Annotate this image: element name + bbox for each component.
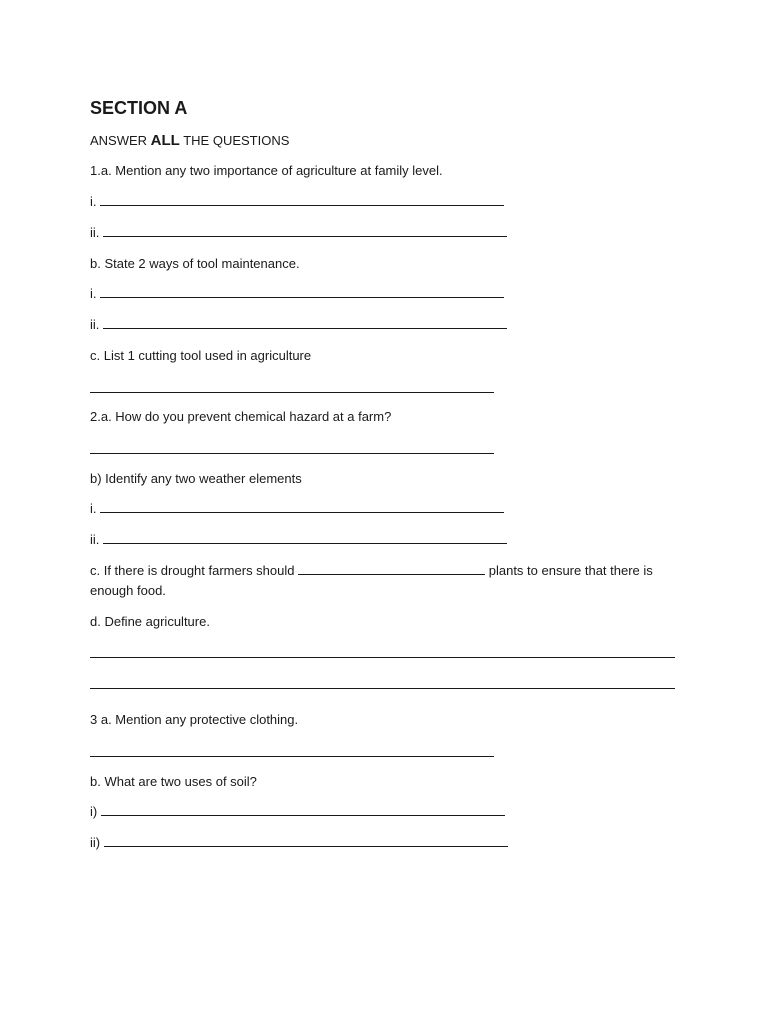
question-2d: d. Define agriculture.	[90, 614, 210, 629]
answer-line-2d-2[interactable]	[90, 687, 675, 689]
answer-line-3b-ii[interactable]: ii)	[90, 834, 508, 852]
worksheet-page	[90, 95, 690, 850]
answer-line-1b-ii[interactable]: ii.	[90, 316, 507, 334]
answer-line-3b-i[interactable]: i)	[90, 803, 505, 821]
question-1a: 1.a. Mention any two importance of agriculture at family level.	[90, 163, 443, 178]
answer-line-1a-i[interactable]: i.	[90, 193, 504, 211]
answer-line-1a-ii[interactable]: ii.	[90, 224, 507, 242]
answer-line-1b-i[interactable]: i.	[90, 285, 504, 303]
question-1c: c. List 1 cutting tool used in agriculture	[90, 348, 312, 363]
question-2b: b) Identify any two weather elements	[90, 471, 302, 486]
section-title: SECTION A	[90, 98, 188, 118]
question-1b: b. State 2 ways of tool maintenance.	[90, 256, 300, 271]
question-3b: b. What are two uses of soil?	[90, 774, 257, 789]
answer-line-1c[interactable]	[90, 391, 494, 393]
answer-line-3a[interactable]	[90, 755, 494, 757]
question-2a: 2.a. How do you prevent chemical hazard at a farm?	[90, 409, 392, 424]
answer-line-2b-ii[interactable]: ii.	[90, 531, 507, 549]
answer-blank-2c[interactable]	[298, 562, 485, 575]
answer-line-2a[interactable]	[90, 452, 494, 454]
answer-line-2d-1[interactable]	[90, 656, 675, 658]
answer-line-2b-i[interactable]: i.	[90, 500, 504, 518]
question-3a: 3 a. Mention any protective clothing.	[90, 712, 299, 727]
instruction-text: ANSWER ALL THE QUESTIONS	[90, 132, 290, 149]
question-2c: c. If there is drought farmers should plants to ensure that there is enough food.	[90, 563, 653, 598]
